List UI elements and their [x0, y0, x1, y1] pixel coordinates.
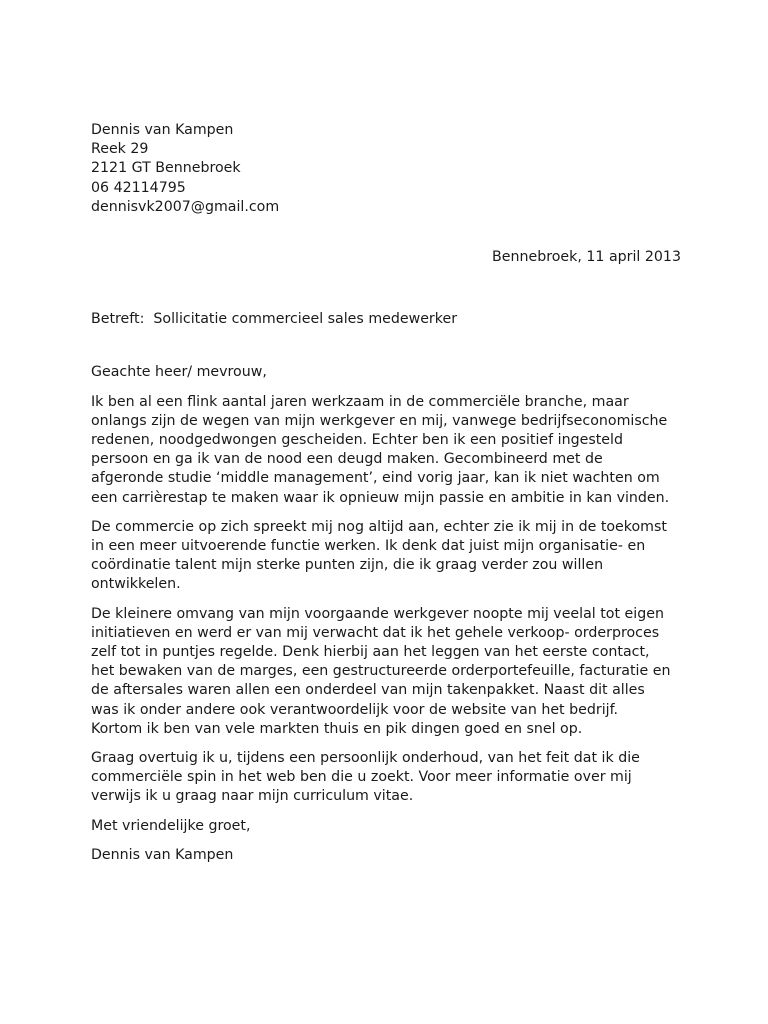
paragraph-line: De kleinere omvang van mijn voorgaande werkgever noopte mij veelal tot eigen	[91, 605, 664, 622]
paragraph-line: onlangs zijn de wegen van mijn werkgever en mij, vanwege bedrijfseconomische	[91, 412, 668, 429]
paragraph-line: Ik ben al een flink aantal jaren werkzaam in de commerciële branche, maar	[91, 393, 629, 410]
signature-name: Dennis van Kampen	[91, 846, 234, 863]
letter-body	[91, 121, 681, 865]
paragraph-line: persoon en ga ik van de nood een deugd maken. Gecombineerd met de	[91, 451, 603, 468]
paragraph-line: Kortom ik ben van vele markten thuis en pik dingen goed en snel op.	[91, 720, 583, 737]
paragraph-4	[91, 749, 681, 807]
paragraph-line: De commercie op zich spreekt mij nog altijd aan, echter zie ik mij in de toekomst	[91, 518, 667, 535]
paragraph-line: commerciële spin in het web ben die u zoekt. Voor meer informatie over mij	[91, 769, 632, 786]
sender-phone: 06 42114795	[91, 179, 186, 196]
paragraph-line: de aftersales waren allen een onderdeel van mijn takenpakket. Naast dit alles	[91, 682, 645, 699]
paragraph-line: redenen, noodgedwongen gescheiden. Echter ben ik een positief ingesteld	[91, 432, 623, 449]
sender-city: 2121 GT Bennebroek	[91, 160, 241, 177]
paragraph-3	[91, 605, 681, 739]
paragraph-1	[91, 393, 681, 508]
paragraph-2	[91, 518, 681, 595]
paragraph-line: afgeronde studie ‘middle management’, eind vorig jaar, kan ik niet wachten om	[91, 470, 660, 487]
paragraph-line: initiatieven en werd er van mij verwacht dat ik het gehele verkoop- orderproces	[91, 624, 660, 641]
paragraph-line: was ik onder andere ook verantwoordelijk voor de website van het bedrijf.	[91, 701, 619, 718]
salutation: Geachte heer/ mevrouw,	[91, 364, 267, 381]
sender-address-block	[91, 121, 681, 217]
sender-email: dennisvk2007@gmail.com	[91, 198, 280, 215]
paragraph-line: het bewaken van de marges, een gestructureerde orderportefeuille, facturatie en	[91, 663, 671, 680]
paragraph-line: een carrièrestap te maken waar ik opnieuw mijn passie en ambitie in kan vinden.	[91, 489, 670, 506]
closing: Met vriendelijke groet,	[91, 817, 251, 834]
paragraph-line: zelf tot in puntjes regelde. Denk hierbij aan het leggen van het eerste contact,	[91, 644, 650, 661]
sender-name: Dennis van Kampen	[91, 122, 234, 138]
sender-street: Reek 29	[91, 141, 149, 158]
date-line: Bennebroek, 11 april 2013	[492, 249, 681, 266]
paragraph-line: in een meer uitvoerende functie werken. Ik denk dat juist mijn organisatie- en	[91, 538, 646, 555]
paragraph-line: coördinatie talent mijn sterke punten zijn, die ik graag verder zou willen	[91, 557, 604, 574]
paragraph-line: verwijs ik u graag naar mijn curriculum vitae.	[91, 788, 414, 805]
paragraph-line: Graag overtuig ik u, tijdens een persoonlijk onderhoud, van het feit dat ik die	[91, 750, 640, 767]
paragraph-line: ontwikkelen.	[91, 576, 181, 593]
subject-line: Betreft: Sollicitatie commercieel sales medewerker	[91, 311, 458, 328]
